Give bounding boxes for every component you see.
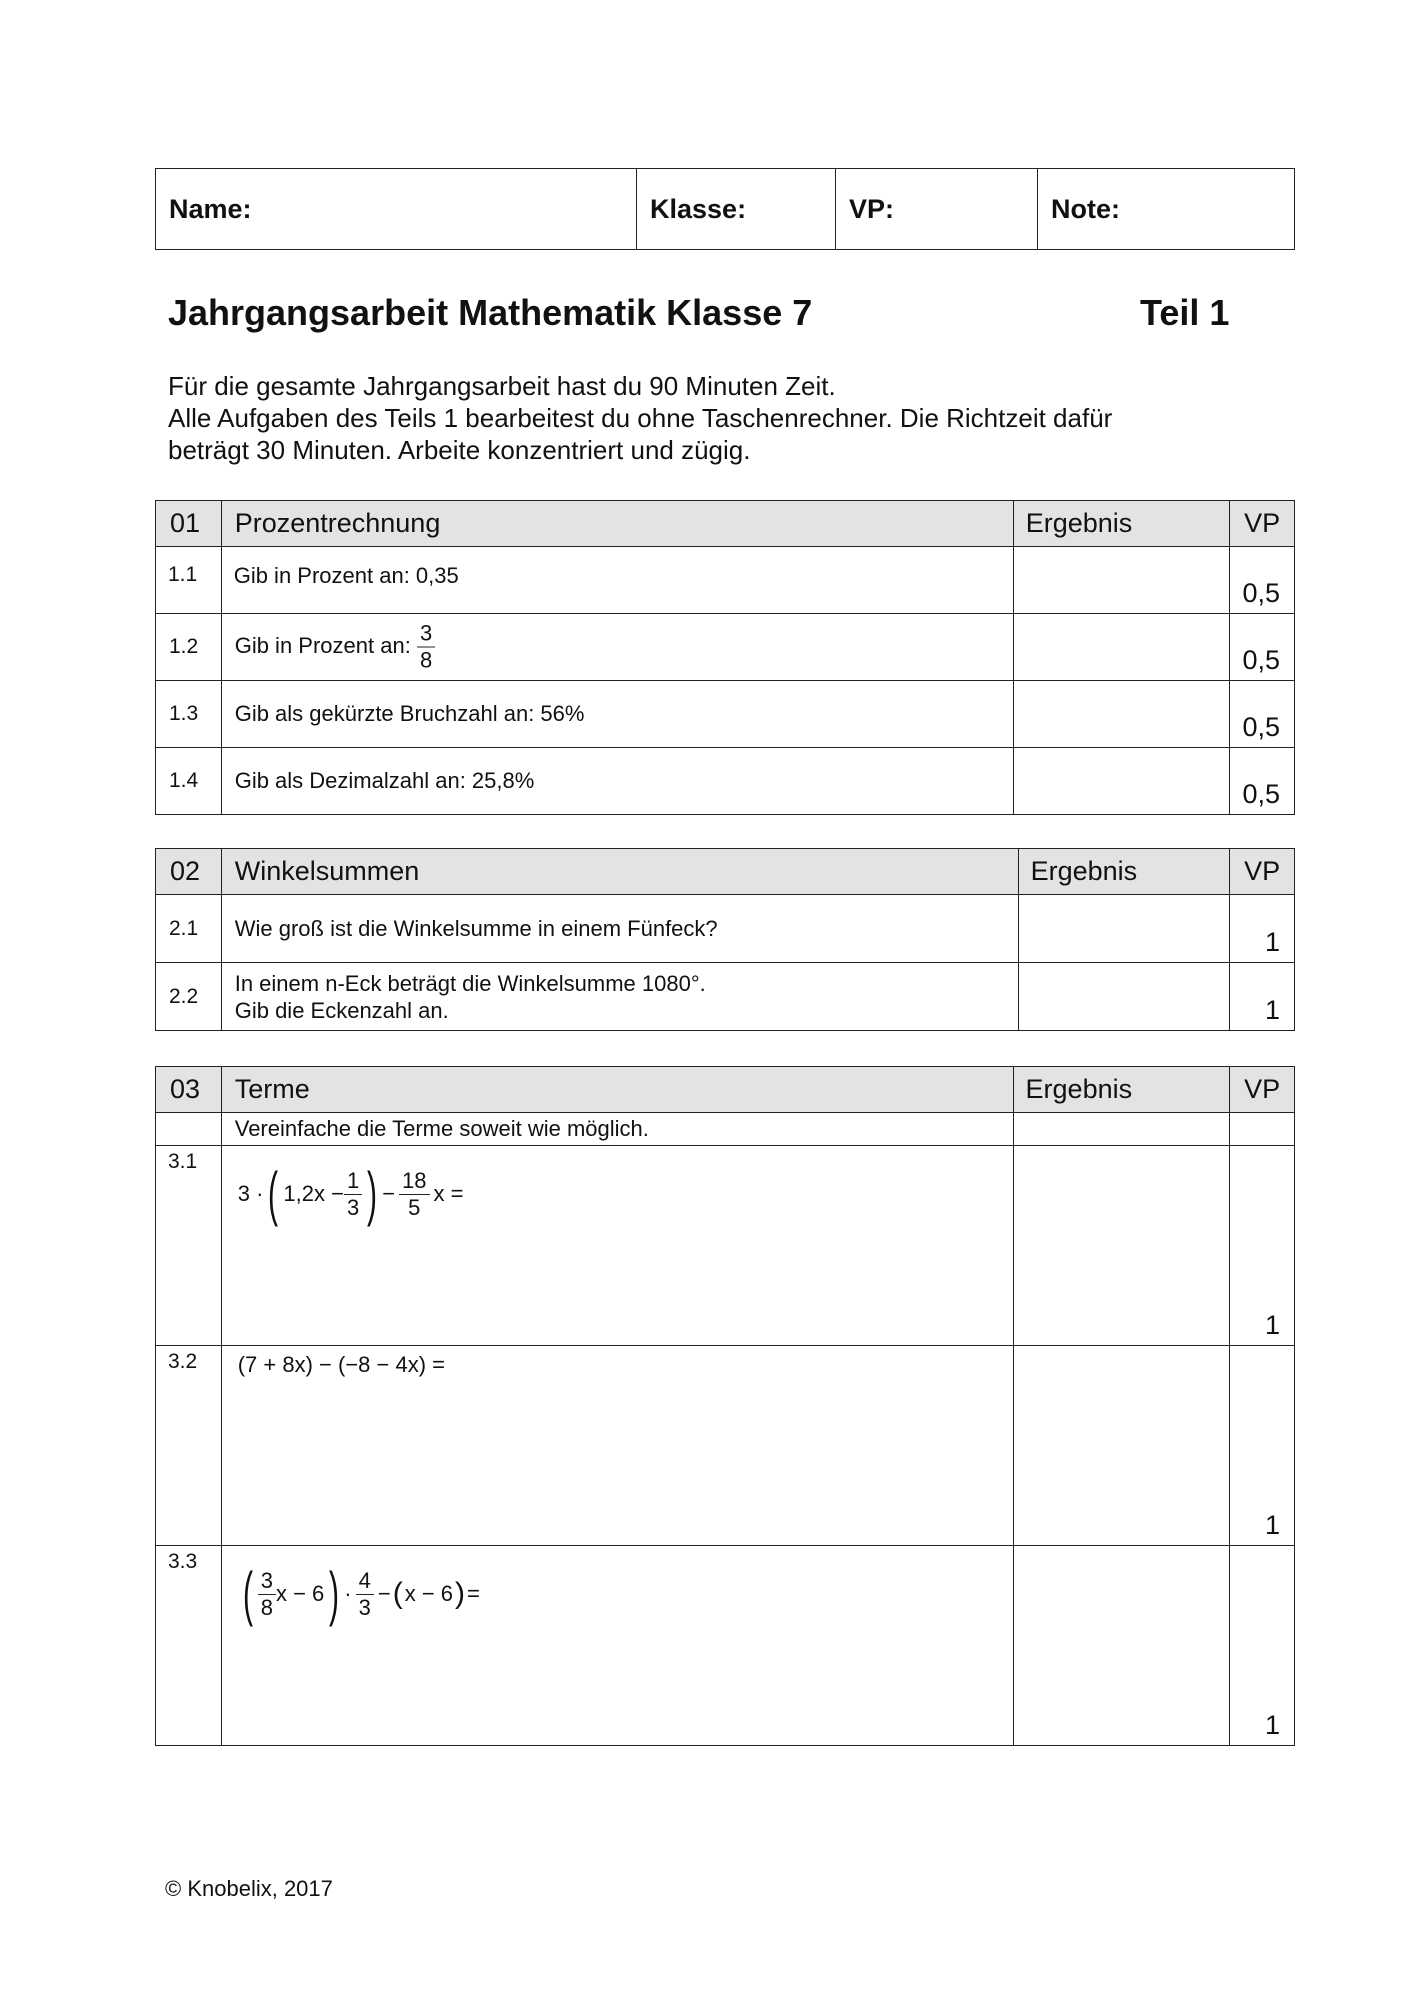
task-points: 0,5 <box>1242 645 1280 675</box>
task-number: 1.3 <box>169 702 199 725</box>
task-row <box>156 963 1295 1031</box>
name-field[interactable] <box>156 169 637 250</box>
answer-cell[interactable] <box>1013 748 1230 815</box>
fraction-denominator: 8 <box>260 1594 273 1620</box>
term-part: x − 6 <box>275 1581 325 1606</box>
fraction <box>356 1567 374 1620</box>
grade-label: Note: <box>1051 193 1120 224</box>
task-text: Gib als Dezimalzahl an: 25,8% <box>234 768 535 793</box>
vp-header: VP <box>1230 849 1295 895</box>
task-text-line: In einem n-Eck beträgt die Winkelsumme 1080°. <box>234 970 706 996</box>
task-row <box>156 895 1295 963</box>
task-number: 1.2 <box>169 635 199 658</box>
paren-open: ( <box>242 1560 253 1627</box>
term-part: · <box>344 1581 352 1606</box>
fraction-denominator: 3 <box>358 1594 371 1620</box>
answer-cell[interactable] <box>1018 895 1230 963</box>
fraction-numerator: 3 <box>258 1570 276 1595</box>
fraction-denominator: 8 <box>419 647 433 673</box>
term-part: 1,2x − <box>283 1181 344 1206</box>
grade-field[interactable] <box>1038 169 1295 250</box>
fraction <box>344 1167 362 1220</box>
term-part: = <box>467 1581 480 1606</box>
section-number: 03 <box>156 1067 222 1113</box>
intro-line: beträgt 30 Minuten. Arbeite konzentriert und zügig. <box>168 435 751 465</box>
vp-field[interactable] <box>836 169 1038 250</box>
answer-cell[interactable] <box>1013 1146 1230 1346</box>
task-number: 3.2 <box>168 1350 198 1373</box>
name-label: Name: <box>169 193 252 224</box>
answer-cell[interactable] <box>1013 681 1230 748</box>
section-angles-table <box>155 848 1295 1031</box>
task-number: 3.1 <box>168 1150 198 1173</box>
instruction-text: Vereinfache die Terme soweit wie möglich. <box>221 1113 1013 1146</box>
answer-cell[interactable] <box>1018 963 1230 1031</box>
task-text: Gib in Prozent an: <box>234 632 411 658</box>
copyright-footer: © Knobelix, 2017 <box>165 1876 333 1901</box>
student-info-table <box>155 168 1295 250</box>
intro-text <box>168 370 1112 466</box>
fraction-denominator: 5 <box>408 1194 421 1220</box>
term-part: 3 · <box>237 1181 264 1206</box>
term-part: − <box>382 1181 396 1206</box>
task-points: 1 <box>1264 1510 1280 1540</box>
paren-open: ( <box>268 1160 279 1227</box>
paren-open: ( <box>392 1577 403 1610</box>
answer-cell[interactable] <box>1013 1346 1230 1546</box>
fraction <box>258 1567 276 1620</box>
term-expression <box>238 1560 480 1627</box>
fraction-denominator: 3 <box>346 1194 360 1220</box>
task-text <box>235 970 706 1024</box>
task-row <box>156 1346 1295 1546</box>
term-expression: (7 + 8x) − (−8 − 4x) = <box>237 1352 446 1377</box>
task-row <box>156 614 1295 681</box>
task-text-with-fraction <box>234 620 435 673</box>
instruction-row <box>156 1113 1295 1146</box>
task-row <box>156 547 1295 614</box>
task-number: 2.1 <box>169 916 199 940</box>
task-points: 0,5 <box>1242 779 1280 809</box>
term-part: x − 6 <box>404 1581 454 1606</box>
fraction-numerator: 3 <box>417 623 435 648</box>
task-row <box>156 1146 1295 1346</box>
section-number: 01 <box>156 501 222 547</box>
section-terms-table <box>155 1066 1295 1746</box>
task-points: 1 <box>1264 1310 1280 1340</box>
task-number: 1.4 <box>169 769 199 792</box>
task-points: 0,5 <box>1242 578 1280 608</box>
class-field[interactable] <box>637 169 836 250</box>
intro-line: Alle Aufgaben des Teils 1 bearbeitest du ohne Taschenrechner. Die Richtzeit dafür <box>168 403 1113 433</box>
section-title: Prozentrechnung <box>221 501 1013 547</box>
vp-header: VP <box>1230 1067 1295 1113</box>
task-text: Gib in Prozent an: 0,35 <box>233 563 459 588</box>
term-part: − <box>377 1581 391 1606</box>
answer-cell[interactable] <box>1013 614 1230 681</box>
result-header: Ergebnis <box>1018 849 1230 895</box>
vp-label: VP: <box>849 193 895 224</box>
task-row <box>156 1546 1295 1746</box>
exam-title: Jahrgangsarbeit Mathematik Klasse 7 <box>168 292 813 333</box>
task-text: Wie groß ist die Winkelsumme in einem Fünfeck? <box>234 915 718 941</box>
task-text-line: Gib die Eckenzahl an. <box>234 997 449 1023</box>
section-title: Terme <box>221 1067 1013 1113</box>
fraction-numerator: 18 <box>399 1170 429 1195</box>
fraction <box>399 1167 429 1220</box>
fraction-numerator: 1 <box>344 1170 362 1195</box>
result-header: Ergebnis <box>1013 501 1230 547</box>
task-row <box>156 748 1295 815</box>
fraction-numerator: 4 <box>356 1570 374 1595</box>
intro-line: Für die gesamte Jahrgangsarbeit hast du 90 Minuten Zeit. <box>168 371 836 401</box>
answer-cell[interactable] <box>1013 1546 1230 1746</box>
section-number: 02 <box>156 849 222 895</box>
task-points: 1 <box>1264 927 1280 957</box>
section-title: Winkelsummen <box>221 849 1018 895</box>
task-number: 1.1 <box>168 563 198 586</box>
exam-part: Teil 1 <box>1140 292 1230 333</box>
task-points: 0,5 <box>1242 712 1280 742</box>
task-points: 1 <box>1264 995 1280 1025</box>
task-text: Gib als gekürzte Bruchzahl an: 56% <box>234 701 585 726</box>
class-label: Klasse: <box>650 193 747 224</box>
answer-cell[interactable] <box>1013 547 1230 614</box>
result-header: Ergebnis <box>1013 1067 1230 1113</box>
fraction <box>417 620 435 673</box>
task-row <box>156 681 1295 748</box>
paren-close: ) <box>367 1160 378 1227</box>
vp-header: VP <box>1230 501 1295 547</box>
task-number: 2.2 <box>169 984 199 1008</box>
term-expression <box>237 1160 464 1227</box>
task-number: 3.3 <box>168 1550 198 1573</box>
paren-close: ) <box>455 1577 466 1610</box>
term-part: x = <box>433 1181 464 1206</box>
section-percent-table <box>155 500 1295 815</box>
paren-close: ) <box>329 1560 340 1627</box>
task-points: 1 <box>1264 1710 1280 1740</box>
